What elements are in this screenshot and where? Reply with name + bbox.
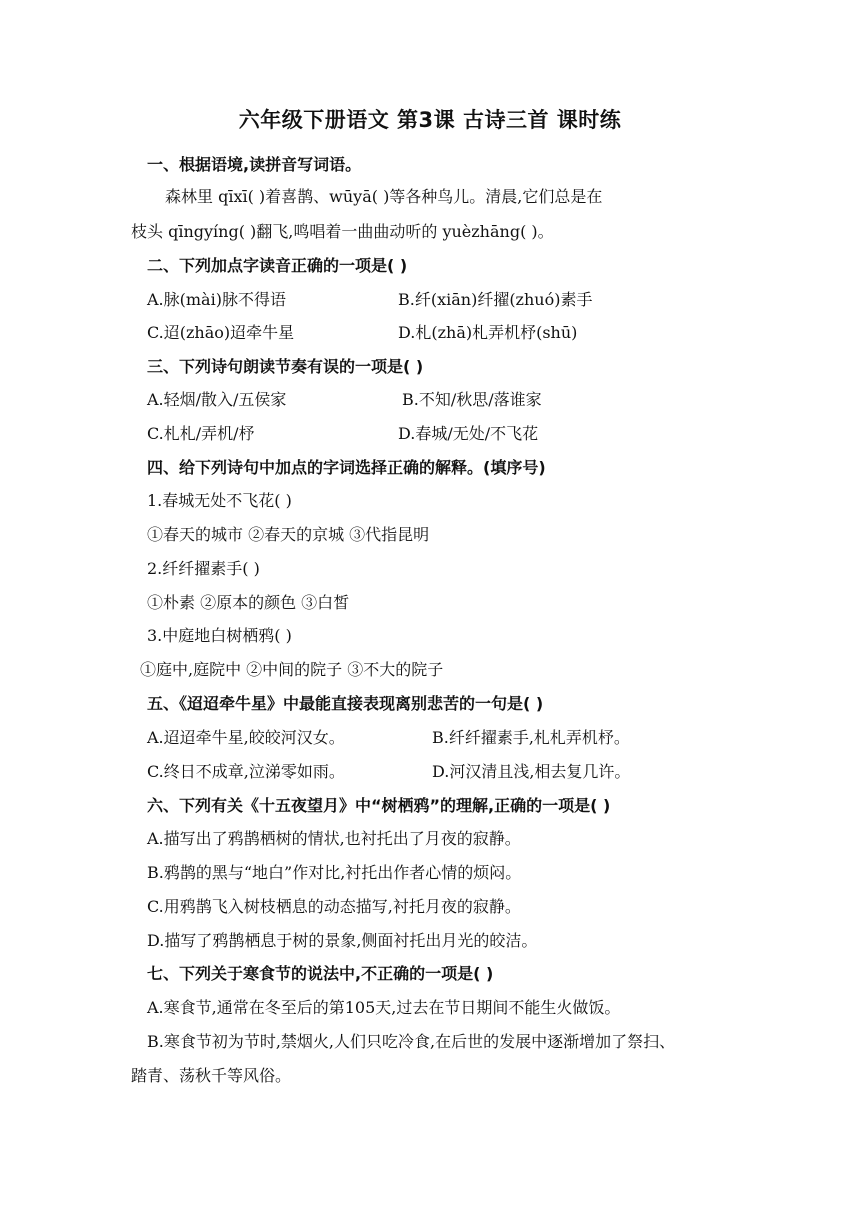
section-1-paragraph-line-1: 森林里 qīxī( )着喜鹊、wūyā( )等各种鸟儿。清晨,它们总是在 [165, 187, 603, 206]
section-6-option-b: B.鸦鹊的黑与“地白”作对比,衬托出作者心情的烦闷。 [147, 863, 522, 882]
section-3-option-a: A.轻烟/散入/五侯家 [147, 390, 287, 409]
section-2-option-a: A.脉(mài)脉不得语 [147, 290, 286, 309]
section-3-heading: 三、下列诗句朗读节奏有误的一项是( ) [147, 357, 424, 376]
section-2-option-c: C.迢(zhāo)迢牵牛星 [147, 323, 295, 342]
section-4-question-2-options: ①朴素 ②原本的颜色 ③白皙 [147, 593, 350, 612]
section-5-option-b: B.纤纤擢素手,札札弄机杼。 [432, 728, 630, 747]
section-4-heading: 四、给下列诗句中加点的字词选择正确的解释。(填序号) [147, 458, 546, 477]
section-4-question-3-options: ①庭中,庭院中 ②中间的院子 ③不大的院子 [140, 660, 444, 679]
section-5-option-c: C.终日不成章,泣涕零如雨。 [147, 762, 345, 781]
section-1-heading: 一、根据语境,读拼音写词语。 [147, 155, 362, 174]
section-3-option-c: C.札札/弄机/杼 [147, 424, 255, 443]
section-6-option-c: C.用鸦鹊飞入树枝栖息的动态描写,衬托月夜的寂静。 [147, 897, 521, 916]
section-5-option-a: A.迢迢牵牛星,皎皎河汉女。 [147, 728, 345, 747]
page-title: 六年级下册语文 第3课 古诗三首 课时练 [238, 108, 622, 132]
section-4-question-1: 1.春城无处不飞花( ) [147, 491, 292, 510]
section-1-paragraph-line-2: 枝头 qīngyíng( )翻飞,鸣唱着一曲曲动听的 yuèzhāng( )。 [131, 222, 554, 241]
section-5-heading: 五、《迢迢牵牛星》中最能直接表现离别悲苦的一句是( ) [147, 694, 544, 713]
section-3-option-b: B.不知/秋思/落谁家 [402, 390, 542, 409]
section-3-option-d: D.春城/无处/不飞花 [398, 424, 539, 443]
section-5-option-d: D.河汉清且浅,相去复几许。 [432, 762, 631, 781]
section-6-option-a: A.描写出了鸦鹊栖树的情状,也衬托出了月夜的寂静。 [147, 829, 521, 848]
section-7-option-b-line-2: 踏青、荡秋千等风俗。 [131, 1066, 292, 1085]
section-6-heading: 六、下列有关《十五夜望月》中“树栖鸦”的理解,正确的一项是( ) [147, 796, 611, 815]
section-4-question-3: 3.中庭地白树栖鸦( ) [147, 626, 292, 645]
section-6-option-d: D.描写了鸦鹊栖息于树的景象,侧面衬托出月光的皎洁。 [147, 931, 538, 950]
section-2-option-d: D.札(zhā)札弄机杼(shū) [398, 323, 578, 342]
section-2-heading: 二、下列加点字读音正确的一项是( ) [147, 256, 408, 275]
section-4-question-1-options: ①春天的城市 ②春天的京城 ③代指昆明 [147, 525, 430, 544]
section-7-heading: 七、下列关于寒食节的说法中,不正确的一项是( ) [147, 964, 494, 983]
section-2-option-b: B.纤(xiān)纤擢(zhuó)素手 [398, 290, 593, 309]
section-7-option-a: A.寒食节,通常在冬至后的第105天,过去在节日期间不能生火做饭。 [147, 998, 621, 1017]
section-4-question-2: 2.纤纤擢素手( ) [147, 559, 260, 578]
section-7-option-b-line-1: B.寒食节初为节时,禁烟火,人们只吃冷食,在后世的发展中逐渐增加了祭扫、 [147, 1032, 676, 1051]
